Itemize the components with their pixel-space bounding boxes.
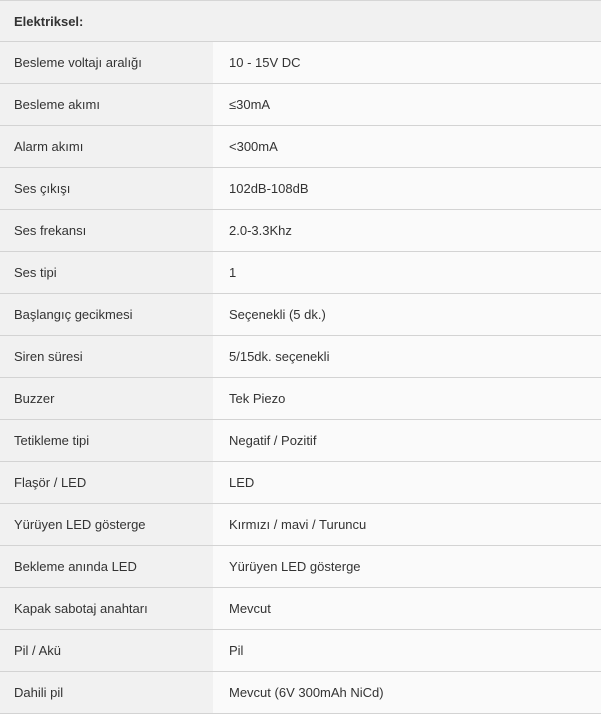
spec-row-trigger-type	[0, 420, 601, 462]
spec-value: Pil	[213, 630, 601, 672]
spec-value: 5/15dk. seçenekli	[213, 336, 601, 378]
spec-label: Ses çıkışı	[0, 168, 213, 210]
spec-value: Negatif / Pozitif	[213, 420, 601, 462]
spec-label: Flaşör / LED	[0, 462, 213, 504]
spec-row-supply-voltage	[0, 42, 601, 84]
spec-row-sound-output	[0, 168, 601, 210]
spec-value: Yürüyen LED gösterge	[213, 546, 601, 588]
spec-label: Tetikleme tipi	[0, 420, 213, 462]
spec-value: 102dB-108dB	[213, 168, 601, 210]
spec-label: Yürüyen LED gösterge	[0, 504, 213, 546]
spec-row-sound-frequency	[0, 210, 601, 252]
spec-value: LED	[213, 462, 601, 504]
spec-label: Besleme akımı	[0, 84, 213, 126]
spec-row-internal-battery	[0, 672, 601, 714]
spec-row-tamper-switch	[0, 588, 601, 630]
spec-label: Ses tipi	[0, 252, 213, 294]
spec-row-standby-led	[0, 546, 601, 588]
spec-row-battery	[0, 630, 601, 672]
spec-label: Kapak sabotaj anahtarı	[0, 588, 213, 630]
spec-label: Pil / Akü	[0, 630, 213, 672]
spec-row-siren-duration	[0, 336, 601, 378]
spec-label: Besleme voltajı aralığı	[0, 42, 213, 84]
spec-row-buzzer	[0, 378, 601, 420]
spec-label: Alarm akımı	[0, 126, 213, 168]
spec-row-running-led	[0, 504, 601, 546]
spec-value: Tek Piezo	[213, 378, 601, 420]
spec-label: Bekleme anında LED	[0, 546, 213, 588]
spec-label: Dahili pil	[0, 672, 213, 714]
spec-value: 1	[213, 252, 601, 294]
spec-value: Kırmızı / mavi / Turuncu	[213, 504, 601, 546]
spec-value: 10 - 15V DC	[213, 42, 601, 84]
spec-row-alarm-current	[0, 126, 601, 168]
spec-label: Ses frekansı	[0, 210, 213, 252]
section-title: Elektriksel:	[0, 1, 601, 42]
section-header-row	[0, 1, 601, 42]
spec-row-start-delay	[0, 294, 601, 336]
spec-value: <300mA	[213, 126, 601, 168]
spec-label: Siren süresi	[0, 336, 213, 378]
spec-row-sound-type	[0, 252, 601, 294]
spec-value: 2.0-3.3Khz	[213, 210, 601, 252]
spec-value: ≤30mA	[213, 84, 601, 126]
spec-value: Mevcut (6V 300mAh NiCd)	[213, 672, 601, 714]
spec-label: Başlangıç gecikmesi	[0, 294, 213, 336]
spec-label: Buzzer	[0, 378, 213, 420]
spec-value: Seçenekli (5 dk.)	[213, 294, 601, 336]
spec-row-flasher	[0, 462, 601, 504]
spec-row-supply-current	[0, 84, 601, 126]
spec-value: Mevcut	[213, 588, 601, 630]
